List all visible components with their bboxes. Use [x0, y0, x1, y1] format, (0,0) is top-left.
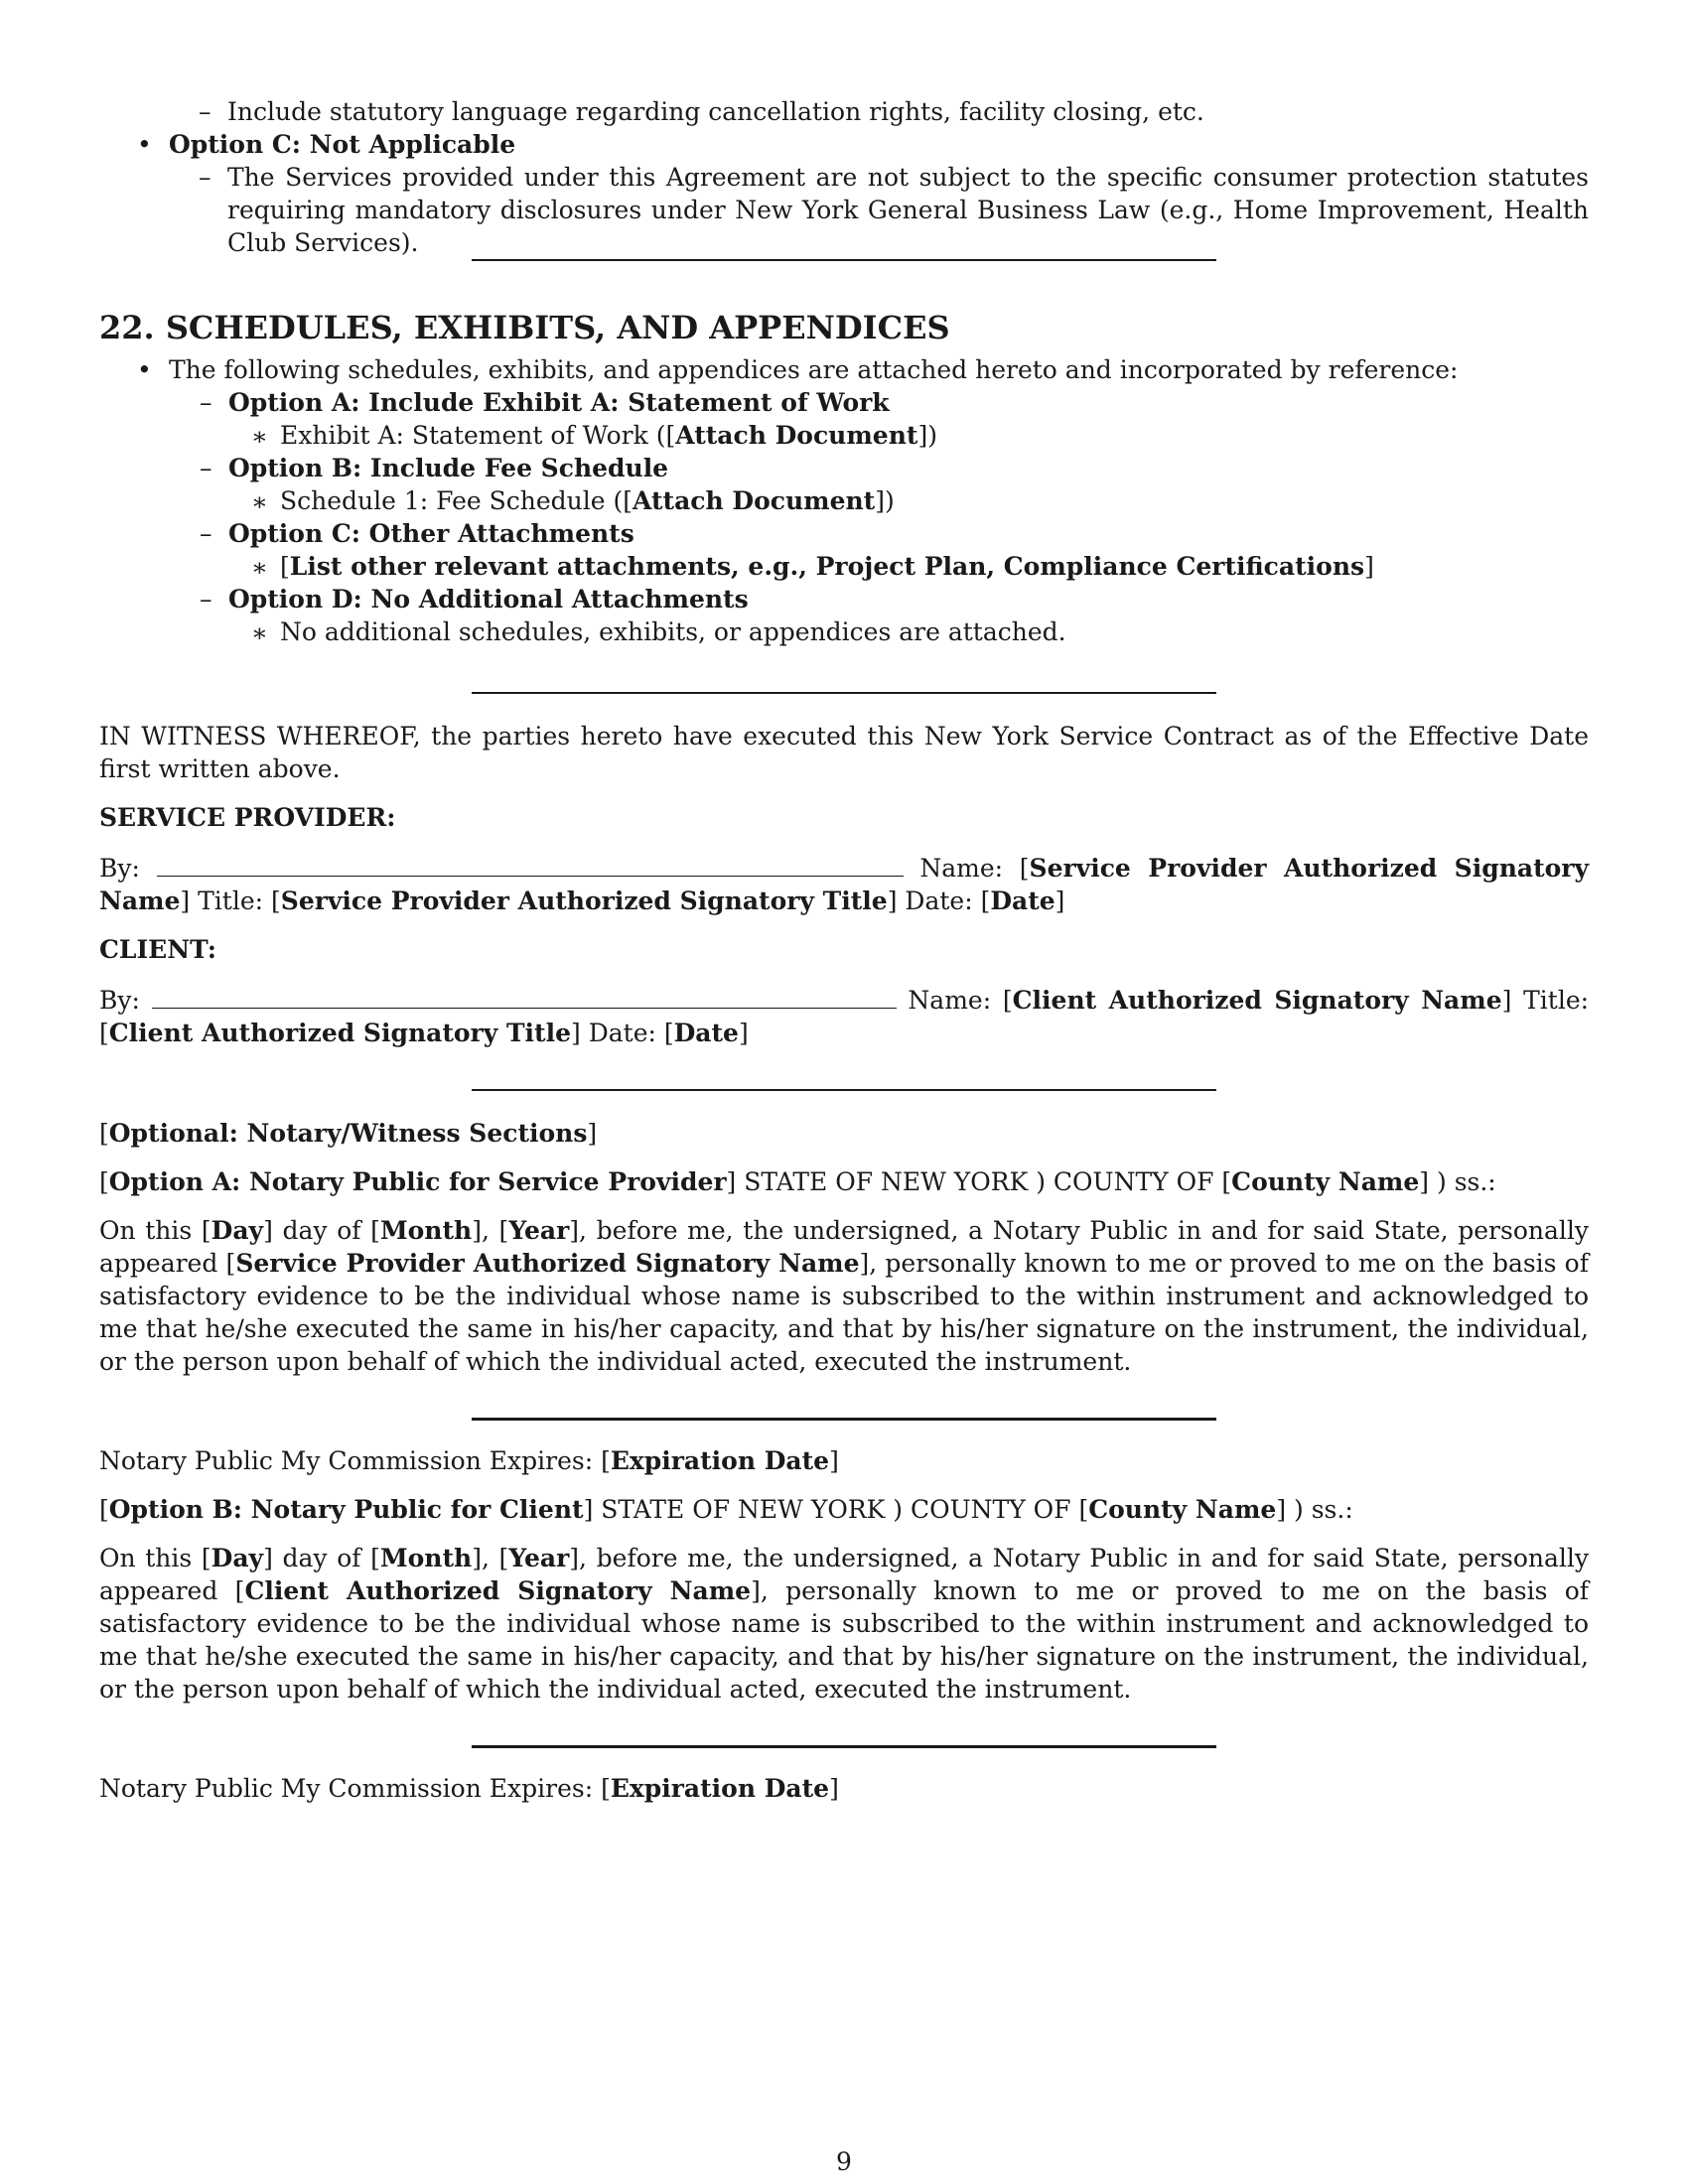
service-provider-signature-block: By: Name: [Service Provider Authorized Signatory Name] Title: [Service Provider Authorized Signatory Title] Date: [Date]: [99, 850, 1589, 917]
dash-marker: –: [199, 97, 211, 126]
option-label: Option B: Include Fee Schedule: [228, 454, 669, 482]
witness-paragraph: IN WITNESS WHEREOF, the parties hereto have executed this New York Service Contract as of the Effective Date first written above.: [99, 722, 1589, 783]
signature-line[interactable]: [152, 982, 897, 1009]
signatory-title-placeholder: Service Provider Authorized Signatory Title: [280, 887, 888, 915]
option-detail-text: No additional schedules, exhibits, or appendices are attached.: [280, 617, 1066, 646]
option-label: Option A: Include Exhibit A: Statement of Work: [228, 388, 890, 417]
option-label: Option C: Other Attachments: [228, 519, 634, 548]
dash-marker: –: [200, 519, 212, 548]
notary-optional-heading: [Optional: Notary/Witness Sections]: [99, 1119, 598, 1148]
page-number: 9: [836, 2147, 852, 2176]
client-heading: CLIENT:: [99, 935, 217, 964]
dash-marker: –: [199, 163, 211, 192]
signatory-name-placeholder: Service Provider Authorized Signatory Name: [99, 854, 1590, 915]
signature-line[interactable]: [157, 850, 904, 877]
option-detail: [99, 484, 1589, 517]
option-label: Option D: No Additional Attachments: [228, 585, 749, 614]
option-detail: [99, 419, 1589, 452]
bullet-marker: •: [137, 130, 152, 159]
asterisk-marker: ∗: [251, 487, 268, 516]
option-detail-text: Schedule 1: Fee Schedule ([Attach Document]): [280, 486, 895, 515]
date-placeholder: Date: [990, 887, 1055, 915]
list-item: [99, 353, 1589, 386]
dash-marker: –: [200, 388, 212, 417]
notary-option-a-header: [Option A: Notary Public for Service Provider] STATE OF NEW YORK ) COUNTY OF [County Name] ) ss.:: [99, 1167, 1496, 1196]
signatory-name-placeholder: Client Authorized Signatory Name: [1012, 986, 1502, 1015]
option-detail: [99, 550, 1589, 583]
list-item: [99, 161, 1589, 257]
notary-option-a-paragraph: On this [Day] day of [Month], [Year], before me, the undersigned, a Notary Public in and for said State, personally appeared [Service Provider Authorized Signatory Name], personally known to me or proved to me on the basis of satisfactory evidence to be the individual whose name is subscribed to the within instrument and acknowledged to me that he/she executed the same in his/her capacity, and that by his/her signature on the instrument, the individual, or the person upon behalf of which the individual acted, executed the instrument.: [99, 1216, 1589, 1376]
commission-expires-a: Notary Public My Commission Expires: [Expiration Date]: [99, 1446, 839, 1475]
signatory-title-placeholder: Client Authorized Signatory Title: [108, 1019, 571, 1047]
commission-expires-b: Notary Public My Commission Expires: [Expiration Date]: [99, 1774, 839, 1803]
option-item: [99, 583, 1589, 615]
option-c-label: Option C: Not Applicable: [169, 130, 516, 159]
option-item: [99, 517, 1589, 550]
client-signature-block: By: Name: [Client Authorized Signatory Name] Title: [Client Authorized Signatory Title] Date: [Date]: [99, 982, 1589, 1049]
asterisk-marker: ∗: [251, 422, 268, 451]
option-item: [99, 452, 1589, 484]
notary-option-b-paragraph: On this [Day] day of [Month], [Year], before me, the undersigned, a Notary Public in and for said State, personally appeared [Client Authorized Signatory Name], personally known to me or proved to me on the basis of satisfactory evidence to be the individual whose name is subscribed to the within instrument and acknowledged to me that he/she executed the same in his/her capacity, and that by his/her signature on the instrument, the individual, or the person upon behalf of which the individual acted, executed the instrument.: [99, 1544, 1590, 1704]
list-item: [99, 95, 1589, 128]
service-provider-heading: SERVICE PROVIDER:: [99, 803, 396, 832]
dash-marker: –: [200, 454, 212, 482]
bullet-marker: •: [137, 355, 152, 384]
section-heading: 22. SCHEDULES, EXHIBITS, AND APPENDICES: [99, 309, 950, 346]
asterisk-marker: ∗: [251, 553, 268, 582]
date-placeholder: Date: [673, 1019, 739, 1047]
option-detail-text: Exhibit A: Statement of Work ([Attach Document]): [280, 421, 937, 450]
option-c-text: The Services provided under this Agreement are not subject to the specific consumer protection statutes requiring mandatory disclosures under New York General Business Law (e.g., Home Improvement, Health Club Services).: [227, 163, 1589, 257]
list-item-option-c: [99, 128, 1589, 161]
option-detail-text: [List other relevant attachments, e.g., Project Plan, Compliance Certifications]: [280, 552, 1374, 581]
list-item-text: Include statutory language regarding cancellation rights, facility closing, etc.: [227, 97, 1204, 126]
notary-option-b-header: [Option B: Notary Public for Client] STATE OF NEW YORK ) COUNTY OF [County Name] ) ss.:: [99, 1495, 1353, 1524]
asterisk-marker: ∗: [251, 618, 268, 647]
option-detail: [99, 615, 1589, 648]
section22-intro: The following schedules, exhibits, and appendices are attached hereto and incorporated by reference:: [169, 355, 1459, 384]
dash-marker: –: [200, 585, 212, 614]
option-item: [99, 386, 1589, 419]
document-page: [99, 95, 1589, 1805]
